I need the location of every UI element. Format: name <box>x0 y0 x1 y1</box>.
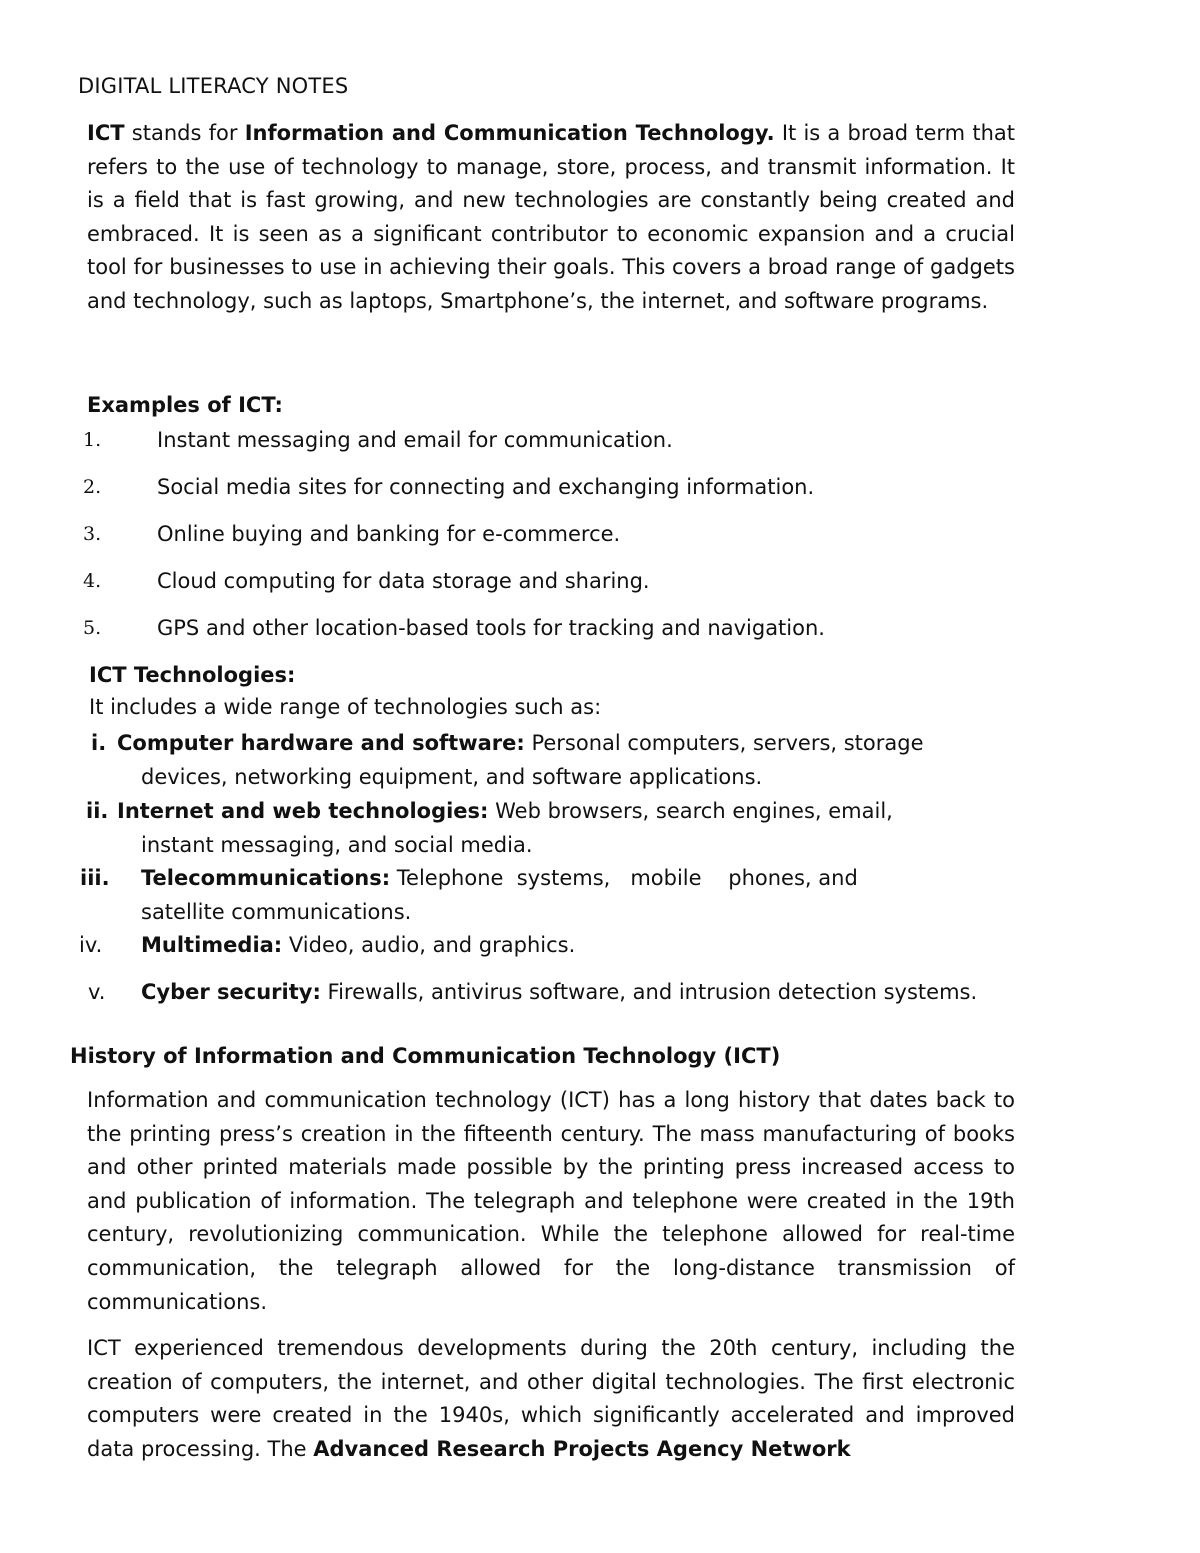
arpanet-term: Advanced Research Projects Agency Network <box>313 1436 851 1461</box>
list-item-text: Social media sites for connecting and exchanging information. <box>157 475 815 499</box>
list-item-number: 2. <box>83 476 102 498</box>
list-item-continuation: instant messaging, and social media. <box>141 832 533 857</box>
history-paragraph-2 <box>87 1332 1015 1466</box>
list-item-label: Computer hardware and software: <box>117 731 525 755</box>
intro-rest-text: It is a broad term that refers to the use of technology to manage, store, process, and transmit information. It is a field that is fast growing, and new technologies are constantly being created and embraced. It is seen as a significant contributor to economic expansion and a crucial tool for businesses to use in achieving their goals. This covers a broad range of gadgets and technology, such as laptops, Smartphone’s, the internet, and software programs. <box>87 121 1015 313</box>
list-item-number: ii. <box>86 799 109 823</box>
list-item-text <box>117 795 893 829</box>
ict-full-name: Information and Communication Technology. <box>244 121 775 145</box>
list-item-number: iii. <box>80 866 110 890</box>
list-item-desc: Telephone systems, mobile phones, and <box>390 866 858 890</box>
list-item-text <box>141 862 858 896</box>
history-paragraph-1: Information and communication technology (ICT) has a long history that dates back to the printing press’s creation in the fifteenth century. The mass manufacturing of books and other printed materials made possible by the printing press increased access to and publication of information. The telegraph and telephone were created in the 19th century, revolutionizing communication. While the telephone allowed for real-time communication, the telegraph allowed for the long-distance transmission of communications. <box>87 1088 1015 1314</box>
list-item-text <box>141 929 575 963</box>
technologies-intro: It includes a wide range of technologies such as: <box>89 695 602 719</box>
technologies-heading: ICT Technologies: <box>89 663 296 687</box>
list-item-number: 5. <box>83 617 102 639</box>
list-item-number: i. <box>91 731 107 755</box>
list-item-number: 4. <box>83 570 102 592</box>
list-item-desc: Personal computers, servers, storage <box>524 731 924 755</box>
list-item-desc: Firewalls, antivirus software, and intrusion detection systems. <box>320 980 978 1004</box>
list-item-text: GPS and other location-based tools for tracking and navigation. <box>157 616 825 640</box>
list-item-number: 3. <box>83 523 102 545</box>
examples-heading: Examples of ICT: <box>87 393 283 417</box>
list-item-desc: Web browsers, search engines, email, <box>488 799 893 823</box>
list-item-label: Internet and web technologies: <box>117 799 489 823</box>
list-item-text: Cloud computing for data storage and sharing. <box>157 569 650 593</box>
history-heading: History of Information and Communication Technology (ICT) <box>70 1044 781 1068</box>
list-item-continuation: satellite communications. <box>141 899 412 924</box>
list-item-number: v. <box>88 980 106 1004</box>
intro-paragraph <box>87 117 1015 319</box>
ict-term: ICT <box>87 121 125 145</box>
list-item-number: 1. <box>83 429 102 451</box>
stands-for-text: stands for <box>124 121 245 145</box>
list-item-continuation: devices, networking equipment, and software applications. <box>141 764 763 789</box>
history-paragraph-2-text: ICT experienced tremendous developments during the 20th century, including the creation of computers, the internet, and other digital technologies. The first electronic computers were created in the 1940s, which significantly accelerated and improved data processing. The <box>87 1336 1015 1461</box>
list-item-label: Cyber security: <box>141 980 321 1004</box>
list-item-label: Telecommunications: <box>141 866 391 890</box>
list-item-label: Multimedia: <box>141 933 283 957</box>
list-item-number: iv. <box>79 933 103 957</box>
document-title: DIGITAL LITERACY NOTES <box>78 74 349 98</box>
list-item-text <box>117 727 924 761</box>
list-item-text: Instant messaging and email for communication. <box>157 428 673 452</box>
list-item-desc: Video, audio, and graphics. <box>282 933 576 957</box>
list-item-text <box>141 976 977 1010</box>
list-item-text: Online buying and banking for e-commerce. <box>157 522 621 546</box>
